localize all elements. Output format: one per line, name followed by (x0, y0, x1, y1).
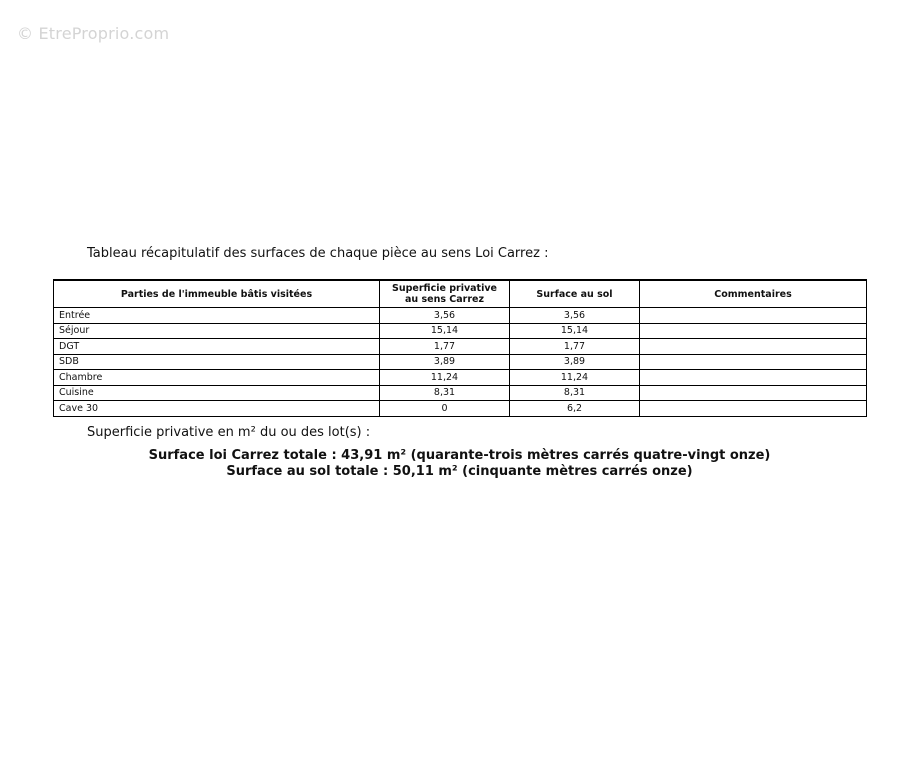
table-row (54, 370, 867, 386)
table-header-row (54, 280, 867, 308)
watermark: © EtreProprio.com (17, 24, 170, 43)
comment-cell (640, 323, 867, 339)
room-name: Cave 30 (54, 401, 380, 417)
floor-value: 3,56 (510, 308, 640, 324)
table-row (54, 339, 867, 355)
floor-value: 8,31 (510, 385, 640, 401)
room-name: Entrée (54, 308, 380, 324)
room-name: Séjour (54, 323, 380, 339)
table-row (54, 401, 867, 417)
floor-value: 1,77 (510, 339, 640, 355)
comment-cell (640, 339, 867, 355)
floor-value: 3,89 (510, 354, 640, 370)
table-row (54, 308, 867, 324)
surfaces-table (53, 279, 867, 417)
comment-cell (640, 370, 867, 386)
comment-cell (640, 401, 867, 417)
table-row (54, 323, 867, 339)
carrez-value: 8,31 (380, 385, 510, 401)
table-row (54, 385, 867, 401)
header-carrez: Superficie privative au sens Carrez (380, 280, 510, 308)
table-intro-text: Tableau récapitulatif des surfaces de chaque pièce au sens Loi Carrez : (87, 246, 549, 261)
comment-cell (640, 385, 867, 401)
carrez-value: 1,77 (380, 339, 510, 355)
floor-value: 15,14 (510, 323, 640, 339)
room-name: Cuisine (54, 385, 380, 401)
table-row (54, 354, 867, 370)
room-name: SDB (54, 354, 380, 370)
header-floor-surface: Surface au sol (510, 280, 640, 308)
carrez-value: 3,56 (380, 308, 510, 324)
carrez-value: 0 (380, 401, 510, 417)
floor-total: Surface au sol totale : 50,11 m² (cinquante mètres carrés onze) (226, 463, 693, 479)
room-name: DGT (54, 339, 380, 355)
comment-cell (640, 308, 867, 324)
carrez-value: 11,24 (380, 370, 510, 386)
carrez-value: 3,89 (380, 354, 510, 370)
comment-cell (640, 354, 867, 370)
floor-value: 11,24 (510, 370, 640, 386)
totals-block (53, 448, 866, 479)
header-comments: Commentaires (640, 280, 867, 308)
carrez-total: Surface loi Carrez totale : 43,91 m² (quarante-trois mètres carrés quatre-vingt onze) (148, 448, 771, 463)
room-name: Chambre (54, 370, 380, 386)
floor-value: 6,2 (510, 401, 640, 417)
totals-intro-text: Superficie privative en m² du ou des lot(s) : (87, 425, 371, 440)
header-rooms: Parties de l'immeuble bâtis visitées (54, 280, 380, 308)
carrez-value: 15,14 (380, 323, 510, 339)
